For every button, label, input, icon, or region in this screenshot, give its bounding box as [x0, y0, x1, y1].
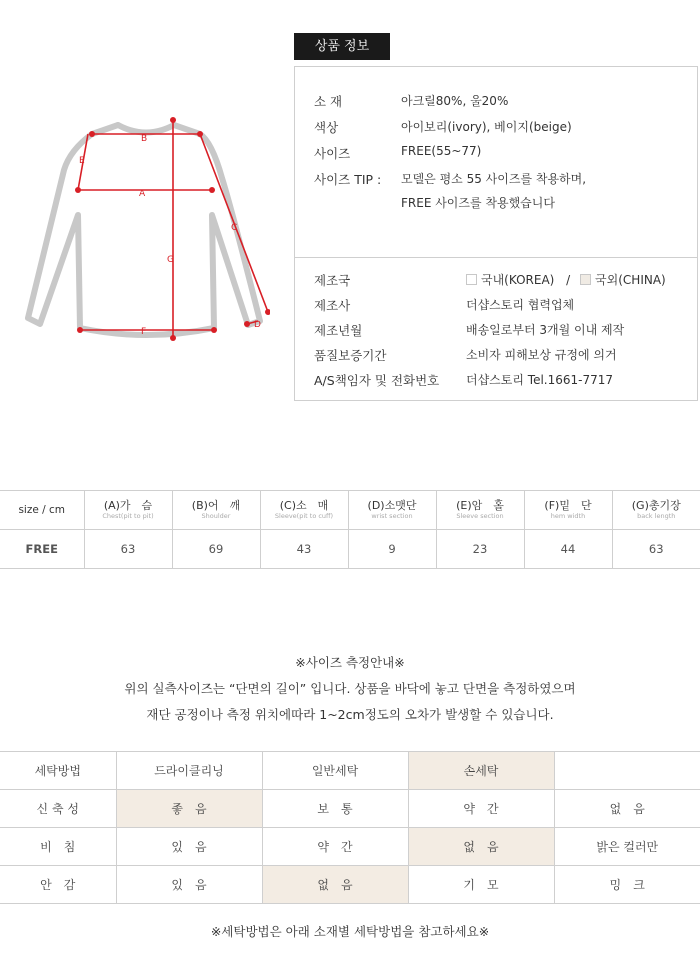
table-row [0, 828, 700, 866]
value-cell: 44 [524, 530, 612, 569]
care-option-cell: 기 모 [408, 866, 554, 904]
origin-label: 제조국 [314, 273, 351, 288]
warranty-label: 품질보증기간 [314, 348, 387, 363]
size-value: FREE(55~77) [401, 144, 482, 158]
product-info-tab: 상품 정보 [294, 33, 390, 60]
label-f: F [141, 327, 147, 337]
col-armhole: (E)암 홀 Sleeve section [436, 491, 524, 530]
size-table-header [0, 491, 700, 530]
foreign-checkbox [580, 274, 591, 285]
size-tip-value-2: FREE 사이즈를 착용했습니다 [401, 196, 555, 210]
size-guide-line-2: 재단 공정이나 측정 위치에따라 1~2cm정도의 오차가 발생할 수 있습니다. [146, 707, 554, 722]
manufacture-date-value: 배송일로부터 3개월 이내 제작 [466, 323, 625, 337]
care-row-label: 안 감 [0, 866, 116, 904]
care-option-cell: 없 음 [408, 828, 554, 866]
as-contact-label: A/S책임자 및 전화번호 [314, 373, 440, 388]
size-tip-label: 사이즈 TIP : [314, 172, 382, 187]
origin-slash: / [566, 273, 571, 287]
col-sleeve: (C)소 매 Sleeve(pit to cuff) [260, 491, 348, 530]
care-option-cell: 보 통 [262, 790, 408, 828]
care-row-label: 비 침 [0, 828, 116, 866]
value-cell: 9 [348, 530, 436, 569]
care-table [0, 751, 700, 904]
care-option-cell: 없 음 [262, 866, 408, 904]
sweater-outline [28, 125, 260, 335]
care-row-label: 세탁방법 [0, 752, 116, 790]
care-option-cell [554, 752, 700, 790]
care-option-cell: 약 간 [262, 828, 408, 866]
value-cell: 43 [260, 530, 348, 569]
size-label: 사이즈 [314, 146, 351, 161]
as-contact-value: 더샵스토리 Tel.1661-7717 [466, 373, 614, 387]
care-row-label: 신 축 성 [0, 790, 116, 828]
value-cell: 63 [612, 530, 700, 569]
label-d: D [254, 320, 261, 330]
origin-foreign: 국외(CHINA) [595, 273, 666, 287]
color-label: 색상 [314, 120, 339, 135]
care-option-cell: 손세탁 [408, 752, 554, 790]
origin-value [466, 271, 666, 288]
manufacture-date-label: 제조년월 [314, 323, 363, 338]
care-option-cell: 일반세탁 [262, 752, 408, 790]
table-row [0, 790, 700, 828]
col-wrist: (D)소맷단 wrist section [348, 491, 436, 530]
col-chest: (A)가 슴 Chest(pit to pit) [84, 491, 172, 530]
size-name-cell: FREE [0, 530, 84, 569]
care-option-cell: 약 간 [408, 790, 554, 828]
origin-domestic: 국내(KOREA) [481, 273, 555, 287]
col-length: (G)총기장 back length [612, 491, 700, 530]
manufacturer-label: 제조사 [314, 298, 351, 313]
care-option-cell: 없 음 [554, 790, 700, 828]
table-row [0, 866, 700, 904]
col-hem: (F)밑 단 hem width [524, 491, 612, 530]
value-cell: 23 [436, 530, 524, 569]
label-b: B [141, 134, 148, 144]
care-option-cell: 밝은 컬러만 [554, 828, 700, 866]
care-option-cell: 드라이클리닝 [116, 752, 262, 790]
label-e: E [79, 156, 85, 166]
material-label: 소 재 [314, 94, 343, 109]
care-option-cell: 밍 크 [554, 866, 700, 904]
label-c: C [231, 223, 238, 233]
material-value: 아크릴80%, 울20% [401, 94, 509, 108]
label-a: A [139, 189, 146, 199]
size-unit-header: size / cm [0, 491, 84, 530]
product-info-divider [294, 257, 698, 258]
care-footnote: ※세탁방법은 아래 소재별 세탁방법을 참고하세요※ [210, 924, 490, 939]
value-cell: 63 [84, 530, 172, 569]
size-tip-value: 모델은 평소 55 사이즈를 착용하며, [401, 172, 587, 186]
table-row [0, 752, 700, 790]
manufacturer-value: 더샵스토리 협력업체 [466, 298, 575, 312]
col-shoulder: (B)어 깨 Shoulder [172, 491, 260, 530]
table-row [0, 530, 700, 569]
size-guide-title: ※사이즈 측정안내※ [295, 655, 405, 670]
care-option-cell: 있 음 [116, 866, 262, 904]
domestic-checkbox [466, 274, 477, 285]
label-g: G [167, 255, 174, 265]
size-table [0, 490, 700, 569]
value-cell: 69 [172, 530, 260, 569]
color-value: 아이보리(ivory), 베이지(beige) [401, 120, 572, 134]
warranty-value: 소비자 피해보상 규정에 의거 [466, 348, 617, 362]
garment-size-diagram [20, 110, 270, 350]
care-option-cell: 있 음 [116, 828, 262, 866]
size-guide-line-1: 위의 실측사이즈는 “단면의 길이” 입니다. 상품을 바닥에 놓고 단면을 측정하였으며 [124, 681, 576, 696]
care-option-cell: 좋 음 [116, 790, 262, 828]
